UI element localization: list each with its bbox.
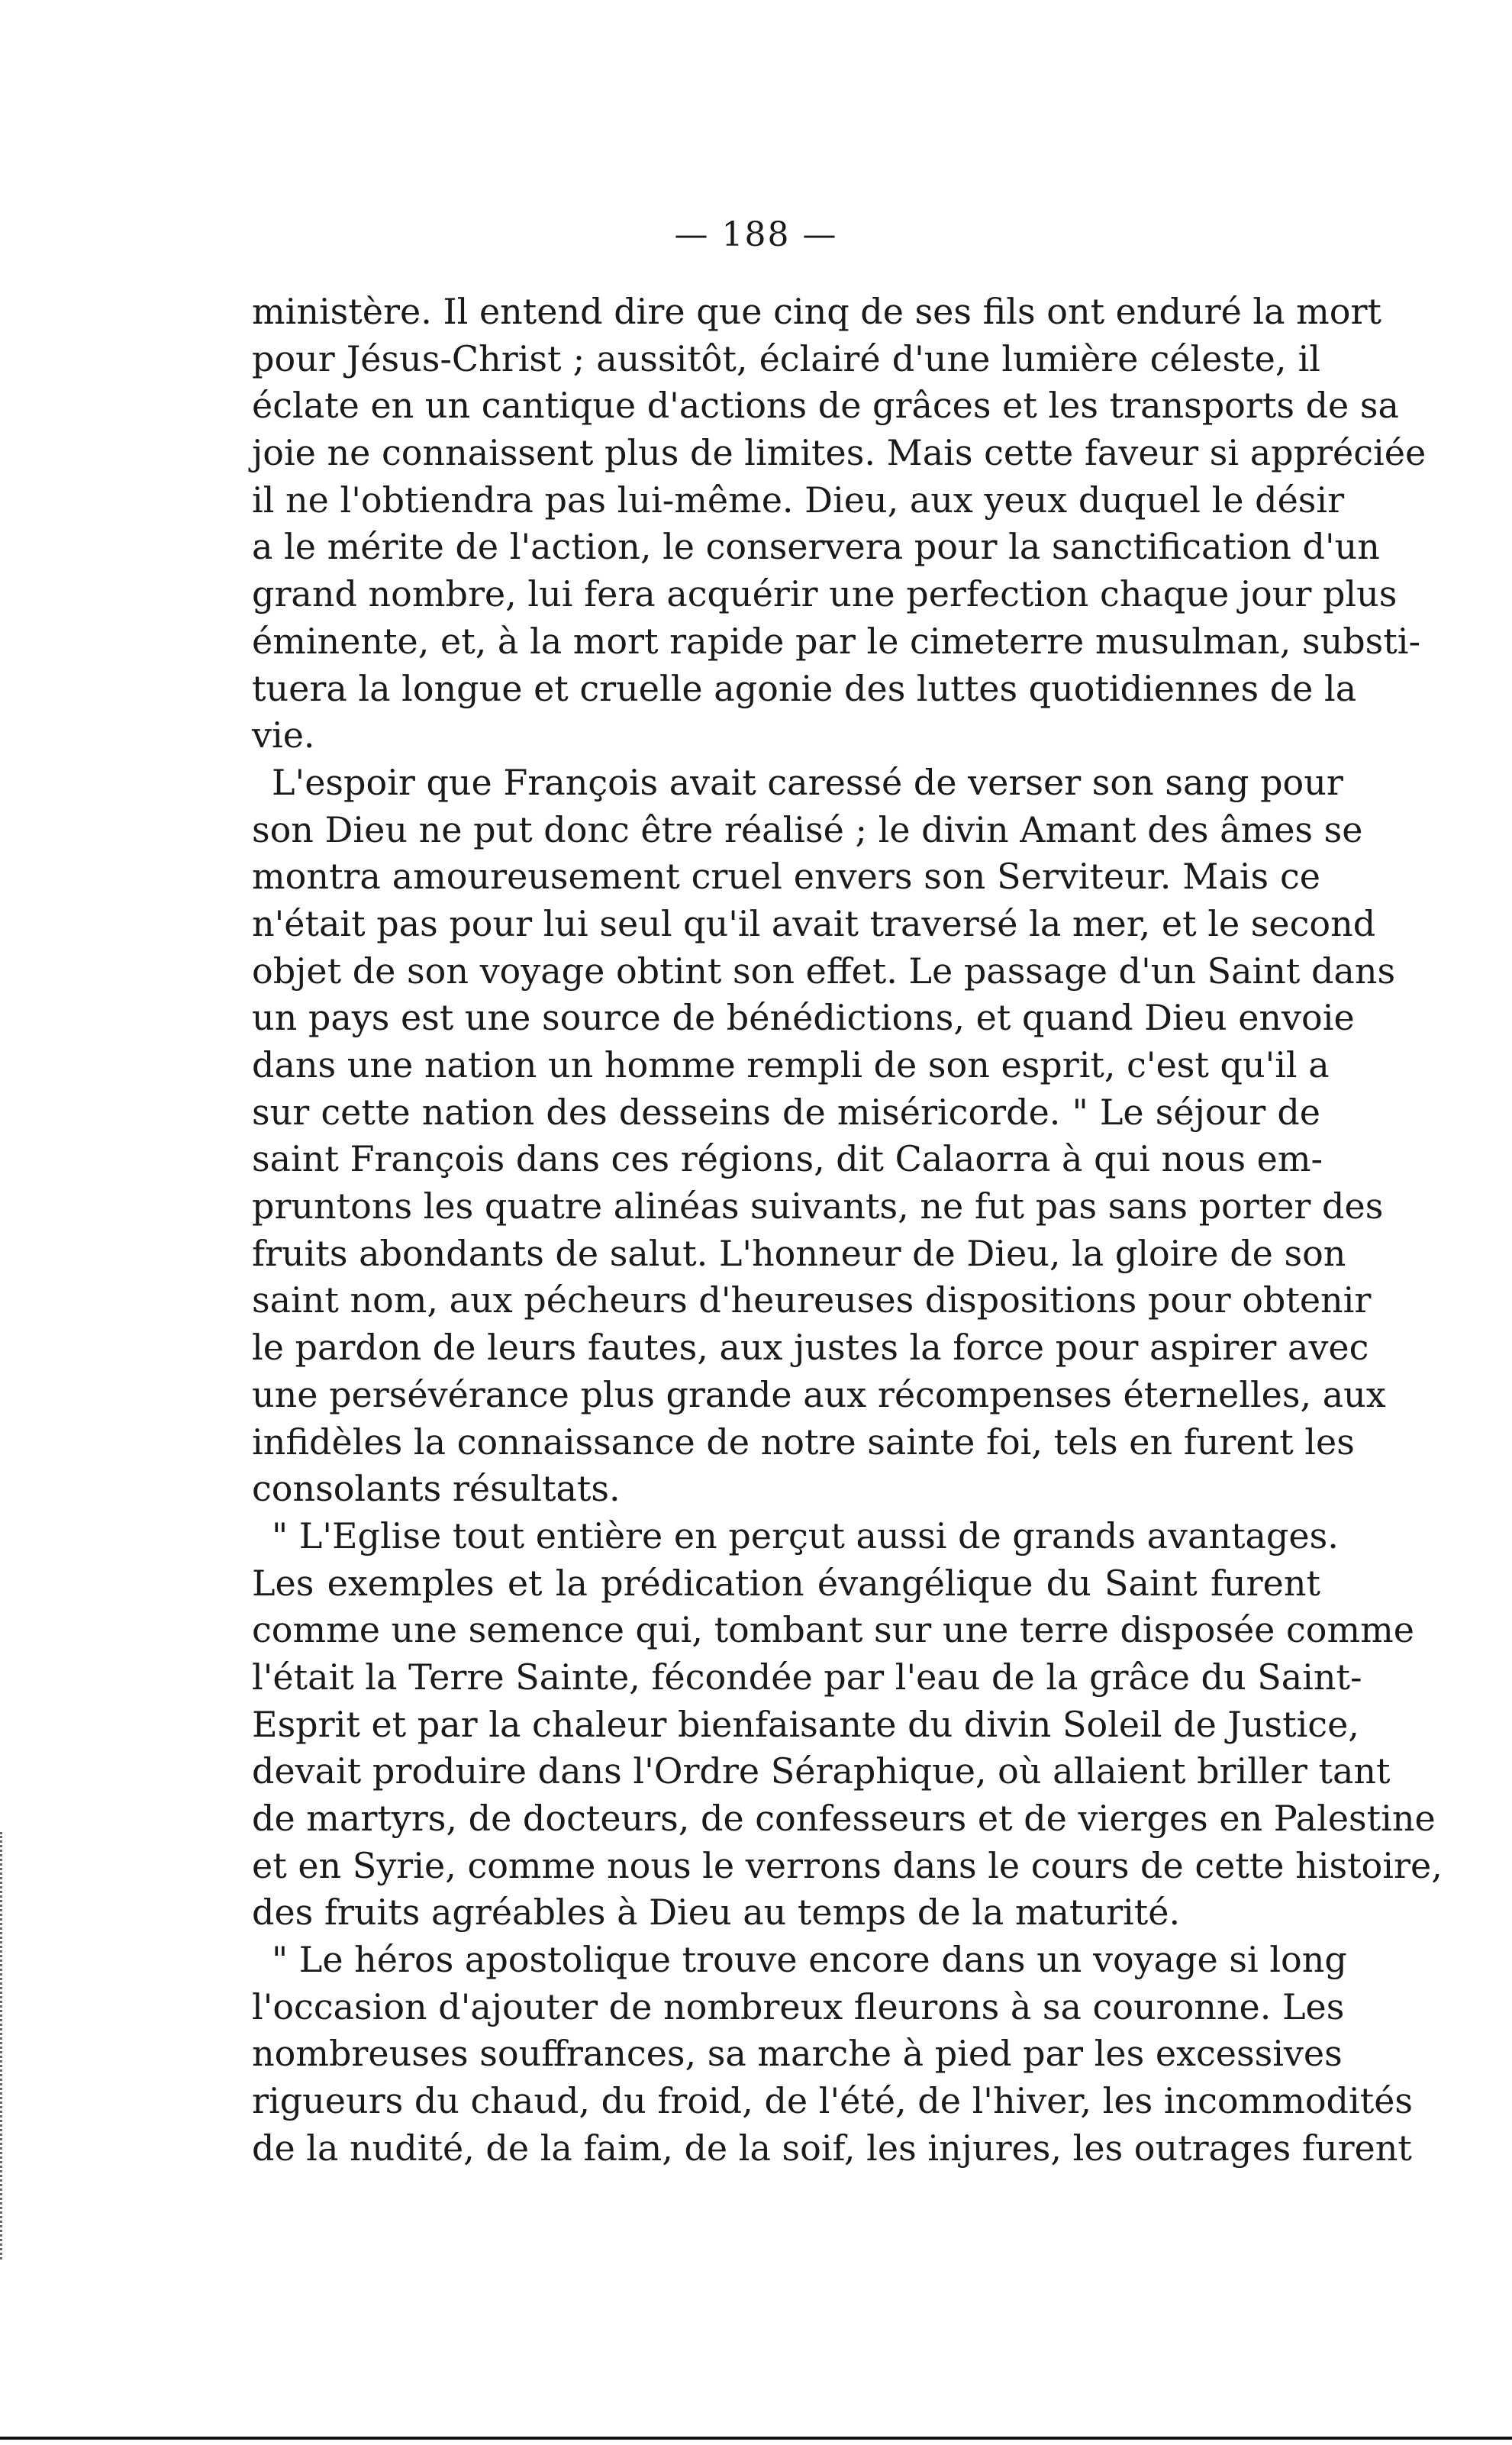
text-line: dans une nation un homme rempli de son esprit, c'est qu'il a [252, 1044, 1330, 1085]
text-line: L'espoir que François avait caressé de verser son sang pour [272, 761, 1343, 803]
text-line: rigueurs du chaud, du froid, de l'été, de l'hiver, les incommodités [252, 2080, 1414, 2122]
text-line: saint nom, aux pécheurs d'heureuses dispositions pour obtenir [252, 1279, 1372, 1321]
text-line: pruntons les quatre alinéas suivants, ne fut pas sans porter des [252, 1185, 1384, 1227]
text-line: pour Jésus-Christ ; aussitôt, éclairé d'une lumière céleste, il [252, 337, 1320, 379]
scan-margin-marks [0, 1832, 7, 2260]
text-line: et en Syrie, comme nous le verrons dans le cours de cette histoire, [252, 1844, 1443, 1886]
text-line: éclate en un cantique d'actions de grâces et les transports de sa [252, 385, 1399, 427]
text-line: une persévérance plus grande aux récompenses éternelles, aux [252, 1373, 1386, 1415]
text-line: comme une semence qui, tombant sur une terre disposée comme [252, 1609, 1414, 1651]
text-line: fruits abondants de salut. L'honneur de Dieu, la gloire de son [252, 1232, 1346, 1274]
text-line: Les exemples et la prédication évangélique du Saint furent [252, 1562, 1320, 1604]
body-text [252, 289, 1443, 2172]
text-line: objet de son voyage obtint son effet. Le passage d'un Saint dans [252, 950, 1396, 992]
text-line: infidèles la connaissance de notre sainte foi, tels en furent les [252, 1421, 1355, 1463]
text-line: il ne l'obtiendra pas lui-même. Dieu, aux yeux duquel le désir [252, 479, 1345, 521]
text-line: saint François dans ces régions, dit Calaorra à qui nous em- [252, 1138, 1323, 1180]
text-line: ministère. Il entend dire que cinq de ses fils ont enduré la mort [252, 291, 1381, 332]
text-line: des fruits agréables à Dieu au temps de la maturité. [252, 1892, 1181, 1934]
text-line: un pays est une source de bénédictions, et quand Dieu envoie [252, 997, 1355, 1039]
text-line: montra amoureusement cruel envers son Serviteur. Mais ce [252, 856, 1320, 898]
text-line: l'occasion d'ajouter de nombreux fleurons à sa couronne. Les [252, 1985, 1345, 2027]
text-line: le pardon de leurs fautes, aux justes la force pour aspirer avec [252, 1327, 1369, 1369]
text-line: n'était pas pour lui seul qu'il avait traversé la mer, et le second [252, 902, 1376, 944]
text-line: de la nudité, de la faim, de la soif, les injures, les outrages furent [252, 2127, 1412, 2169]
scan-bottom-edge [0, 2437, 1512, 2440]
text-line: grand nombre, lui fera acquérir une perfection chaque jour plus [252, 573, 1398, 615]
text-line: sur cette nation des desseins de miséricorde. " Le séjour de [252, 1091, 1320, 1133]
page-number-header: — 188 — [674, 215, 838, 254]
text-line: son Dieu ne put donc être réalisé ; le divin Amant des âmes se [252, 808, 1363, 850]
text-line: vie. [252, 714, 315, 756]
text-line: éminente, et, à la mort rapide par le cimeterre musulman, substi- [252, 620, 1421, 662]
text-line: " L'Eglise tout entière en perçut aussi de grands avantages. [272, 1514, 1339, 1556]
text-line: nombreuses souffrances, sa marche à pied par les excessives [252, 2033, 1343, 2075]
text-line: Esprit et par la chaleur bienfaisante du divin Soleil de Justice, [252, 1703, 1359, 1745]
text-line: a le mérite de l'action, le conservera pour la sanctification d'un [252, 526, 1380, 568]
text-line: joie ne connaissent plus de limites. Mais cette faveur si appréciée [252, 432, 1427, 474]
text-line: devait produire dans l'Ordre Séraphique, où allaient briller tant [252, 1750, 1391, 1792]
text-line: de martyrs, de docteurs, de confesseurs et de vierges en Palestine [252, 1798, 1436, 1839]
text-line: tuera la longue et cruelle agonie des luttes quotidiennes de la [252, 667, 1357, 709]
text-line: l'était la Terre Sainte, fécondée par l'eau de la grâce du Saint- [252, 1656, 1362, 1698]
text-line: consolants résultats. [252, 1468, 621, 1510]
text-line: " Le héros apostolique trouve encore dans un voyage si long [272, 1939, 1347, 1981]
